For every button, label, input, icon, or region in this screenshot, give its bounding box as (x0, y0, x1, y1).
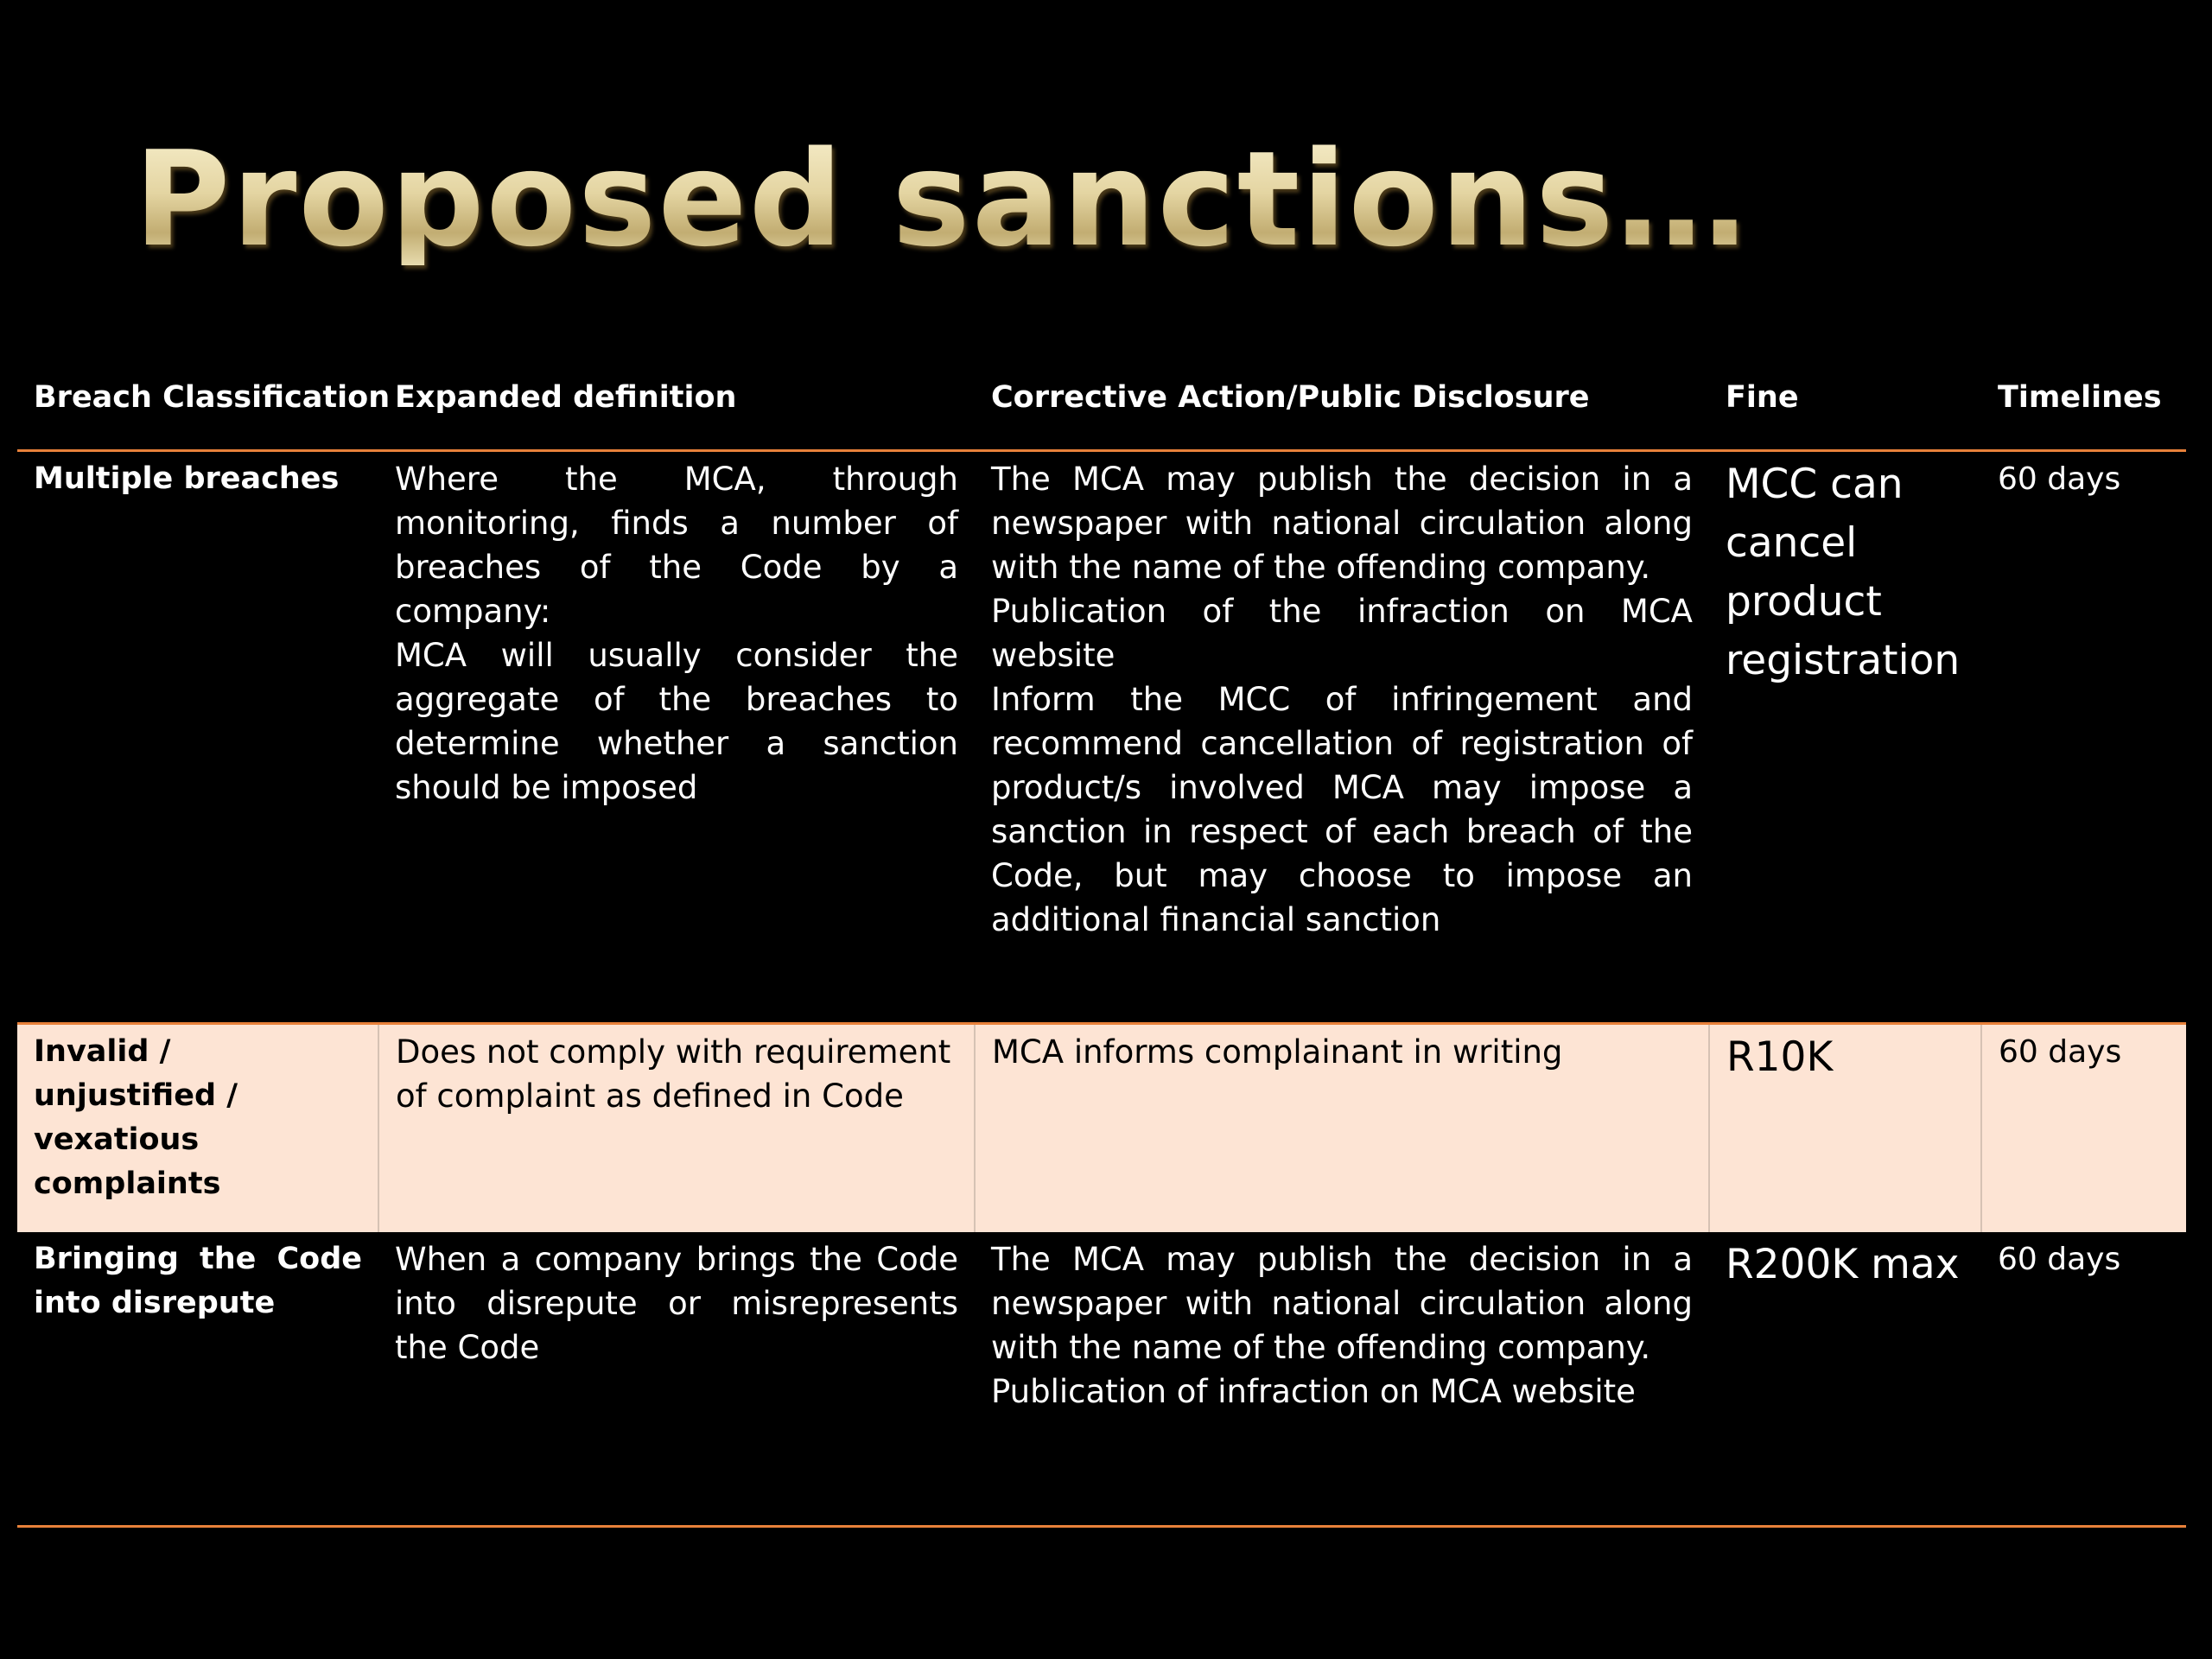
cell-expanded-definition (378, 1024, 975, 1233)
definition-paragraph: MCA will usually consider the aggregate of the breaches to determine whether a sanction should be imposed (395, 637, 958, 806)
action-paragraph: Publication of the infraction on MCA website (991, 593, 1693, 674)
cell-breach-classification: Multiple breaches (34, 461, 340, 496)
cell-corrective-action (975, 1232, 1709, 1527)
definition-paragraph: Does not comply with requirement of complaint as defined in Code (396, 1033, 951, 1115)
definition-paragraph: Where the MCA, through monitoring, finds a number of breaches of the Code by a company: (395, 461, 958, 630)
definition-paragraph: When a company brings the Code into disrepute or misrepresents the Code (395, 1241, 958, 1366)
table-header-row (17, 346, 2186, 451)
cell-corrective-action (975, 1024, 1709, 1233)
cell-timeline: 60 days (1981, 1024, 2186, 1233)
table-row (17, 1232, 2186, 1527)
cell-corrective-action (975, 451, 1709, 1024)
action-paragraph: MCA informs complainant in writing (992, 1033, 1563, 1071)
cell-expanded-definition (378, 451, 975, 1024)
slide-title: Proposed sanctions… (134, 123, 1749, 276)
cell-fine: MCC can cancel product registration (1726, 461, 1961, 684)
cell-timeline: 60 days (1998, 461, 2121, 497)
cell-fine: R200K max (1709, 1232, 1981, 1527)
header-breach-classification: Breach Classification (17, 346, 378, 451)
header-expanded-definition: Expanded definition (378, 346, 975, 451)
action-paragraph: Inform the MCC of infringement and recommend cancellation of registration of product/s involved MCA may impose a sanction in respect of each breach of the Code, but may choose to impose an additional financial sanction (991, 681, 1693, 938)
table-row (17, 451, 2186, 1024)
cell-breach-classification: Invalid / unjustified / vexatious complaints (17, 1024, 378, 1233)
header-timelines: Timelines (1981, 346, 2186, 451)
cell-expanded-definition (378, 1232, 975, 1527)
header-fine: Fine (1709, 346, 1981, 451)
table-row (17, 1024, 2186, 1233)
header-corrective-action: Corrective Action/Public Disclosure (975, 346, 1709, 451)
cell-fine: R10K (1709, 1024, 1981, 1233)
action-paragraph: The MCA may publish the decision in a newspaper with national circulation along with the name of the offending company. (991, 461, 1693, 586)
cell-breach-classification: Bringing the Code into disrepute (17, 1232, 378, 1527)
cell-timeline: 60 days (1981, 1232, 2186, 1527)
action-paragraph: The MCA may publish the decision in a newspaper with national circulation along with the name of the offending company. (991, 1241, 1693, 1366)
action-paragraph: Publication of infraction on MCA website (991, 1373, 1636, 1410)
sanctions-table (17, 346, 2186, 1528)
